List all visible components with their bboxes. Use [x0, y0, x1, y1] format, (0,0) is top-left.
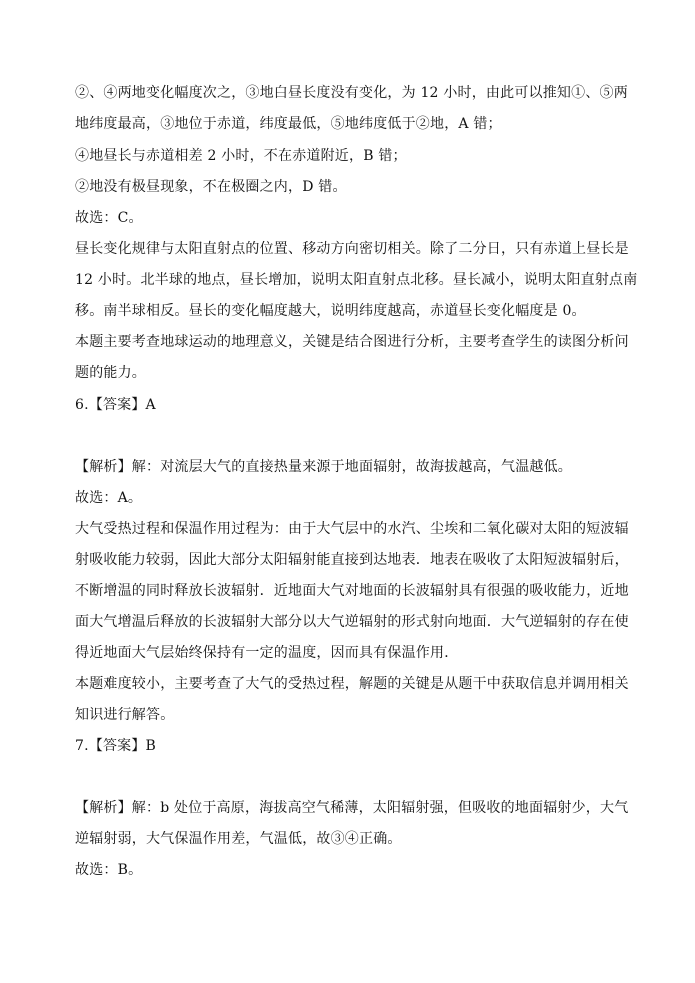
text-line: ②地没有极昼现象，不在极圈之内，D 错。 — [75, 179, 347, 195]
text-line: 12 小时。北半球的地点，昼长增加，说明太阳直射点北移。昼长减小，说明太阳直射点南 — [75, 272, 638, 288]
text-line: 知识进行解答。 — [75, 707, 175, 723]
text-line: 逆辐射弱，大气保温作用差，气温低，故③④正确。 — [75, 831, 402, 847]
answer-heading: 6.【答案】A — [75, 397, 156, 413]
text-line: 故选：B。 — [75, 862, 143, 878]
analysis-line: 【解析】解：对流层大气的直接热量来源于地面辐射，故海拔越高，气温越低。 — [75, 459, 572, 475]
answer-heading: 7.【答案】B — [75, 738, 157, 754]
text-line: 大气受热过程和保温作用过程为：由于大气层中的水汽、尘埃和二氧化碳对太阳的短波辐 — [75, 521, 629, 537]
text-line: 面大气增温后释放的长波辐射大部分以大气逆辐射的形式射向地面．大气逆辐射的存在使 — [75, 614, 629, 630]
text-line: 射吸收能力较弱，因此大部分太阳辐射能直接到达地表．地表在吸收了太阳短波辐射后， — [75, 552, 629, 568]
text-line: 故选：A。 — [75, 490, 143, 506]
analysis-line: 【解析】解：b 处位于高原，海拔高空气稀薄，太阳辐射强，但吸收的地面辐射少，大气 — [75, 800, 629, 816]
text-line: 得近地面大气层始终保持有一定的温度，因而具有保温作用． — [75, 645, 459, 661]
text-line: 移。南半球相反。昼长的变化幅度越大，说明纬度越高，赤道昼长变化幅度是 0。 — [75, 303, 586, 319]
text-line: 地纬度最高，③地位于赤道，纬度最低，⑤地纬度低于②地，A 错； — [75, 116, 502, 132]
text-line: ④地昼长与赤道相差 2 小时，不在赤道附近，B 错； — [75, 148, 407, 164]
text-line: 题的能力。 — [75, 365, 146, 381]
text-line: 本题主要考查地球运动的地理意义，关键是结合图进行分析，主要考查学生的读图分析问 — [75, 334, 629, 350]
text-line: 昼长变化规律与太阳直射点的位置、移动方向密切相关。除了二分日，只有赤道上昼长是 — [75, 241, 629, 257]
text-line: 本题难度较小，主要考查了大气的受热过程，解题的关键是从题干中获取信息并调用相关 — [75, 676, 629, 692]
text-line: 不断增温的同时释放长波辐射．近地面大气对地面的长波辐射具有很强的吸收能力，近地 — [75, 583, 629, 599]
text-line: 故选：C。 — [75, 210, 143, 226]
text-line: ②、④两地变化幅度次之，③地白昼长度没有变化，为 12 小时，由此可以推知①、⑤两 — [75, 85, 628, 101]
